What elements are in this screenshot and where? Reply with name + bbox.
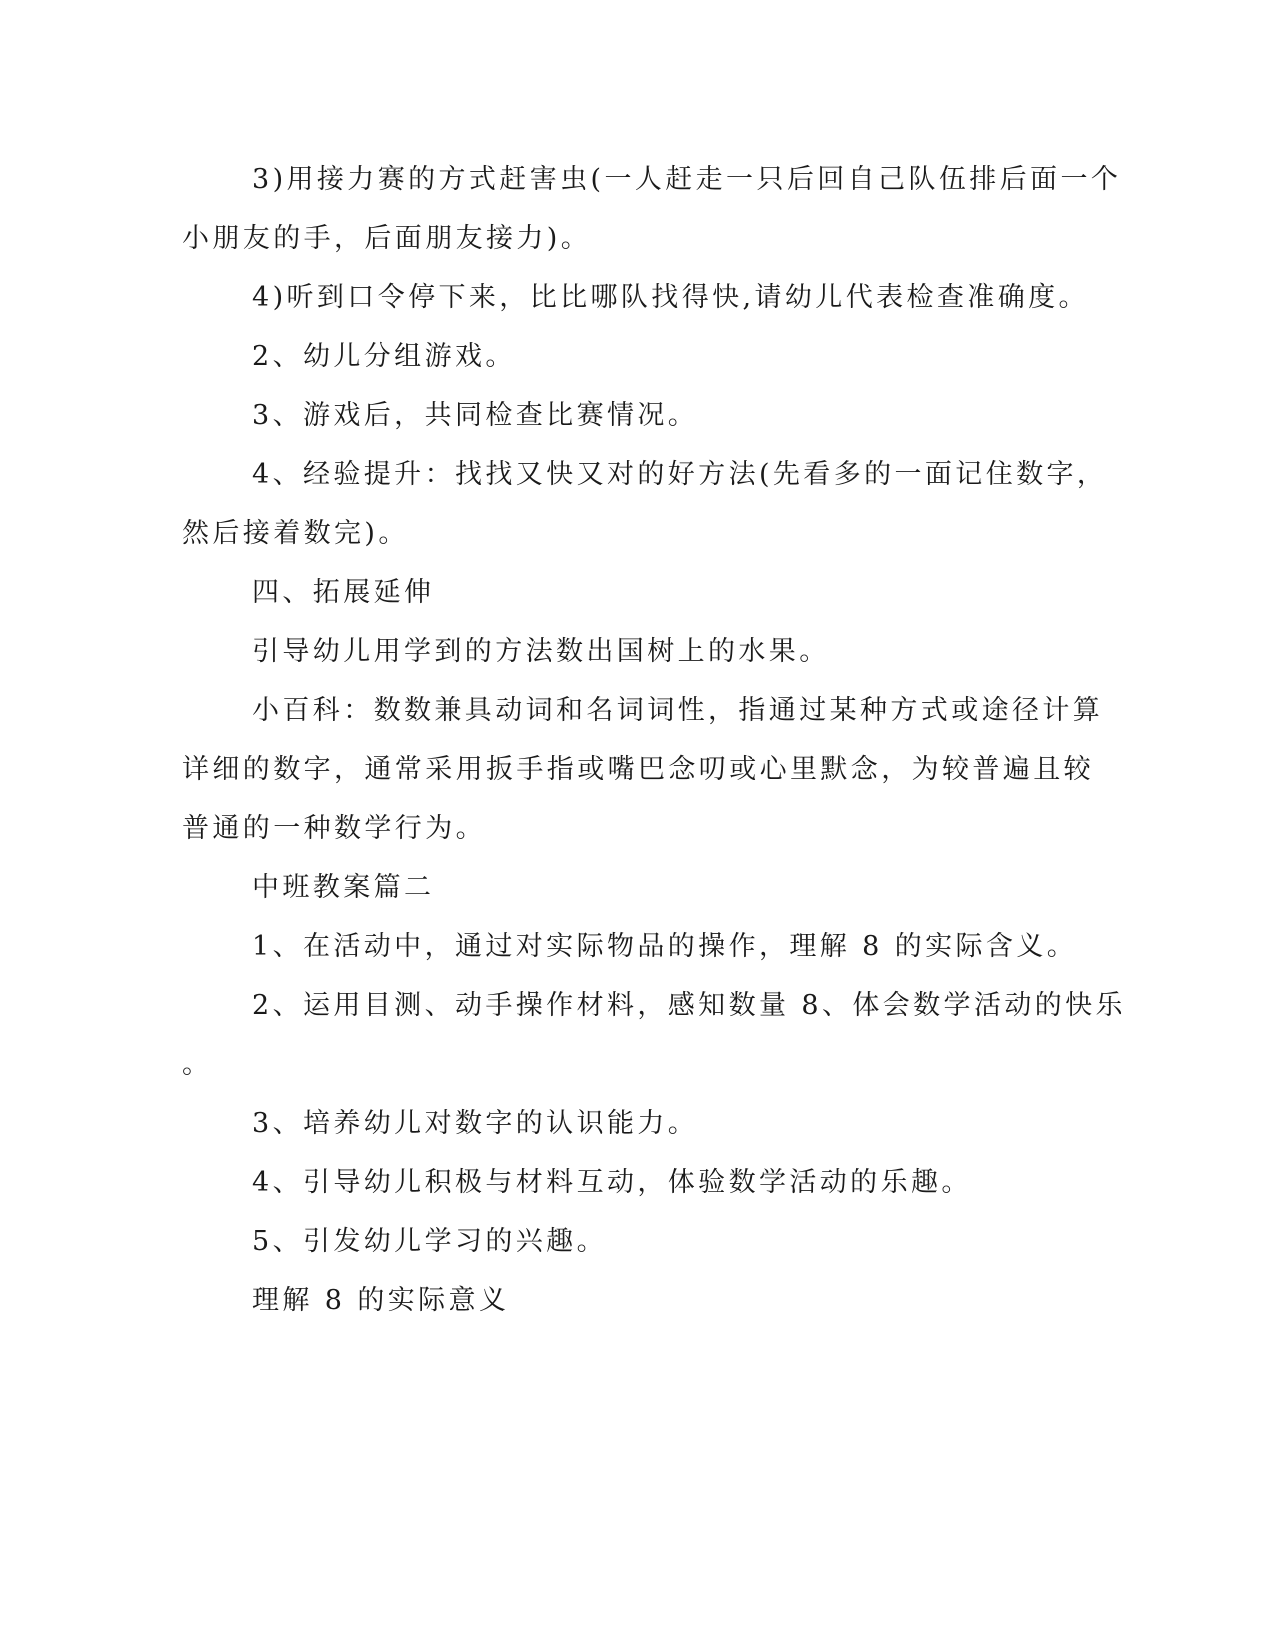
paragraph-line: 普通的一种数学行为。: [182, 813, 486, 844]
paragraph-line: 4)听到口令停下来，比比哪队找得快,请幼儿代表检查准确度。: [252, 282, 1089, 313]
section-heading: 四、拓展延伸: [252, 577, 435, 608]
paragraph-line: 3)用接力赛的方式赶害虫(一人赶走一只后回自己队伍排后面一个: [252, 164, 1122, 195]
paragraph-line: 3、培养幼儿对数字的认识能力。: [252, 1108, 699, 1139]
section-heading: 中班教案篇二: [252, 872, 435, 903]
paragraph-line: 5、引发幼儿学习的兴趣。: [252, 1226, 607, 1257]
paragraph-line: 理解 8 的实际意义: [252, 1285, 510, 1316]
paragraph-line: 。: [182, 1049, 213, 1080]
paragraph-line: 小朋友的手，后面朋友接力)。: [182, 223, 592, 254]
paragraph-line: 2、运用目测、动手操作材料，感知数量 8、体会数学活动的快乐: [252, 990, 1126, 1021]
paragraph-line: 引导幼儿用学到的方法数出国树上的水果。: [252, 636, 830, 667]
paragraph-line: 2、幼儿分组游戏。: [252, 341, 516, 372]
paragraph-line: 3、游戏后，共同检查比赛情况。: [252, 400, 699, 431]
paragraph-line: 小百科：数数兼具动词和名词词性，指通过某种方式或途径计算: [252, 695, 1104, 726]
paragraph-line: 4、引导幼儿积极与材料互动，体验数学活动的乐趣。: [252, 1167, 972, 1198]
paragraph-line: 4、经验提升：找找又快又对的好方法(先看多的一面记住数字，: [252, 459, 1108, 490]
paragraph-line: 详细的数字，通常采用扳手指或嘴巴念叨或心里默念，为较普遍且较: [182, 754, 1094, 785]
paragraph-line: 1、在活动中，通过对实际物品的操作，理解 8 的实际含义。: [252, 931, 1078, 962]
paragraph-line: 然后接着数完)。: [182, 518, 409, 549]
